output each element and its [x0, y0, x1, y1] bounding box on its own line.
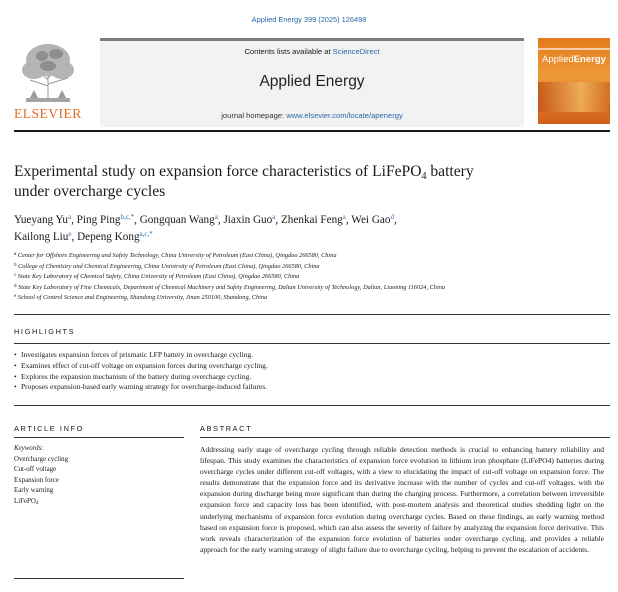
author-affiliation-marker[interactable]: e [68, 230, 72, 238]
keyword-text: Overcharge cycling [14, 455, 69, 463]
cover-title-plain: Applied [542, 54, 574, 65]
cover-stripe [538, 48, 610, 50]
affiliation-text: Center for Offshore Engineering and Safety Technology, China University of Petroleum (East China), Qingdao 266580, China [16, 252, 337, 259]
abstract-heading: ABSTRACT [200, 424, 253, 433]
affiliation-item [14, 262, 574, 273]
elsevier-tree-icon [20, 40, 76, 106]
affiliation-item [14, 251, 574, 262]
journal-homepage-link[interactable]: www.elsevier.com/locate/apenergy [286, 111, 403, 120]
journal-citation[interactable]: Applied Energy 399 (2025) 126498 [251, 15, 367, 24]
keywords-title: Keywords: [14, 445, 44, 452]
affiliation-marker: b [14, 262, 17, 268]
journal-title: Applied Energy [259, 73, 365, 90]
article-info-rule [14, 437, 184, 438]
keyword-text: Early warning [14, 487, 54, 495]
article-title [14, 162, 574, 202]
author-affiliation-marker[interactable]: a [272, 213, 276, 221]
abstract-text: Addressing early stage of overcharge cycling through reliable detection methods is crucial to enhancing battery reliability and lifespan. This study examines the characteristics of expansion force evolution in lithium iron phosphate (LiFePO4) batteries during overcharge cycles under different cut-off voltages, with a view to elucidating the impact of cut-off voltage on expansion force. The results demonstrate that the expansion force and its derivative increase with the number of cycles and cut-off voltages, with the expansion during discharge being more significant than during the charging process. Furthermore, a correlation between irreversible expansion force and capacity loss has been identified, with post-mortem analysis and theoretical studies shedding light on the underlying mechanisms of expansion force evolution during overcharge cycles. Based on these findings, an early warning method based on expansion force is proposed, which can also assess the severity of failure by analyzing the expansion force derivative. This work reveals characterization of the expansion force evolution of batteries under overcharge cycling, and provides a reliable approach for the early warning strategy of slight failure due to overcharge cycling, helping to prevent the escalation of accidents. [200, 445, 604, 554]
journal-header [14, 38, 610, 126]
keyword-item [14, 476, 164, 487]
author-name[interactable] [77, 231, 153, 243]
title-line1-end: battery [426, 163, 474, 180]
author-name[interactable] [351, 214, 394, 226]
author-name-text: Gongquan Wang [139, 214, 215, 226]
keywords-list [14, 455, 164, 508]
highlights-list [14, 350, 574, 393]
affiliation-text: State Key Laboratory of Fine Chemicals, Department of Chemical Machinery and Safety Engineering, Dalian University of Technology, Dalian, Liaoning 116024, China [16, 283, 445, 291]
affiliation-text: College of Chemistry and Chemical Engineering, China University of Petroleum (East China), Qingdao 266580, China [16, 262, 320, 270]
affiliation-text: School of Control Science and Engineering, Shandong University, Jinan 250100, Shandong, China [16, 294, 268, 302]
cover-title-bold: Energy [573, 54, 606, 65]
affiliation-item [14, 272, 574, 283]
affiliations-divider [14, 314, 610, 315]
author-list: Yueyang Yu$^a$, Ping Ping$^{b,c,*}$, Gongquan Wang$^a$, Jiaxin Guo$^a$, Zhenkai Feng$^a$, Wei Gao$^d$, Kailong Liu$^e$, Depeng Kong$^{a,c,*}$ [14, 213, 397, 243]
affiliation-marker: a [14, 252, 17, 257]
highlight-item: • Investigates expansion forces of prismatic LFP battery in overcharge cycling. [14, 350, 574, 361]
title-line2: under overcharge cycles [14, 183, 166, 200]
keyword-text: LiFePO [14, 497, 36, 505]
affiliation-marker: e [14, 294, 17, 300]
contents-prefix: Contents lists available at [244, 47, 333, 56]
author-name-text: Yueyang Yu [14, 214, 68, 226]
highlight-item: • Explores the expansion mechanism of the battery during overcharge cycling. [14, 372, 574, 383]
author-affiliation-marker[interactable]: b,c,* [120, 213, 135, 221]
elsevier-logo[interactable] [14, 38, 80, 124]
author-affiliation-marker[interactable]: a [67, 213, 72, 221]
affiliation-marker: d [14, 283, 17, 289]
journal-cover[interactable] [538, 38, 610, 124]
highlight-item: • Proposes expansion-based early warning strategy for overcharge-induced failures. [14, 382, 574, 393]
contents-line [100, 47, 524, 56]
author-name-text: Jiaxin Guo [223, 214, 273, 226]
author-name-text: Depeng Kong [77, 231, 140, 243]
affiliation-text: State Key Laboratory of Chemical Safety, China University of Petroleum (East China), Qingdao 266580, China [16, 273, 300, 281]
abstract-rule [200, 437, 610, 438]
elsevier-wordmark: ELSEVIER [14, 106, 82, 121]
author-name[interactable] [77, 214, 134, 226]
highlights-bottom-rule [14, 405, 610, 406]
title-subscript: 4 [421, 171, 427, 182]
keywords-block [14, 444, 164, 508]
cover-title [542, 54, 606, 65]
author-affiliation-marker[interactable]: a,c,* [139, 230, 153, 238]
author-name-text: Ping Ping [76, 214, 121, 226]
keyword-text: Cut-off voltage [14, 466, 57, 474]
author-name-text: Zhenkai Feng [280, 214, 343, 226]
highlight-item: • Examines effect of cut-off voltage on expansion forces during overcharge cycling. [14, 361, 574, 372]
keyword-text: Expansion force [14, 476, 59, 484]
author-name[interactable] [14, 231, 72, 243]
keyword-item [14, 497, 164, 508]
highlights-heading: HIGHLIGHTS [14, 327, 76, 336]
affiliation-item [14, 293, 574, 304]
author-affiliation-marker[interactable]: d [390, 213, 394, 221]
keyword-subscript: 4 [35, 500, 39, 506]
cover-graphic [538, 82, 610, 112]
affiliation-item [14, 283, 574, 294]
author-name-text: Wei Gao [351, 214, 391, 226]
keyword-item [14, 455, 164, 466]
author-name[interactable] [14, 214, 71, 226]
keyword-item [14, 486, 164, 497]
author-name[interactable] [223, 214, 275, 226]
author-name[interactable] [281, 214, 346, 226]
journal-masthead [100, 38, 524, 127]
author-affiliation-marker[interactable]: a [214, 213, 218, 221]
author-name[interactable] [140, 214, 218, 226]
author-name-text: Kailong Liu [14, 231, 69, 243]
affiliation-list [14, 251, 574, 304]
highlights-rule [14, 343, 610, 344]
header-divider [14, 130, 610, 132]
keyword-item [14, 465, 164, 476]
journal-homepage-line [100, 111, 524, 120]
homepage-prefix: journal homepage: [221, 111, 287, 120]
article-info-bottom-rule [14, 578, 184, 579]
title-line1: Experimental study on expansion force characteristics of LiFePO [14, 163, 422, 180]
affiliation-marker: c [14, 273, 17, 279]
article-info-heading: ARTICLE INFO [14, 424, 84, 433]
sciencedirect-link[interactable]: ScienceDirect [332, 47, 380, 56]
author-affiliation-marker[interactable]: a [342, 213, 346, 221]
